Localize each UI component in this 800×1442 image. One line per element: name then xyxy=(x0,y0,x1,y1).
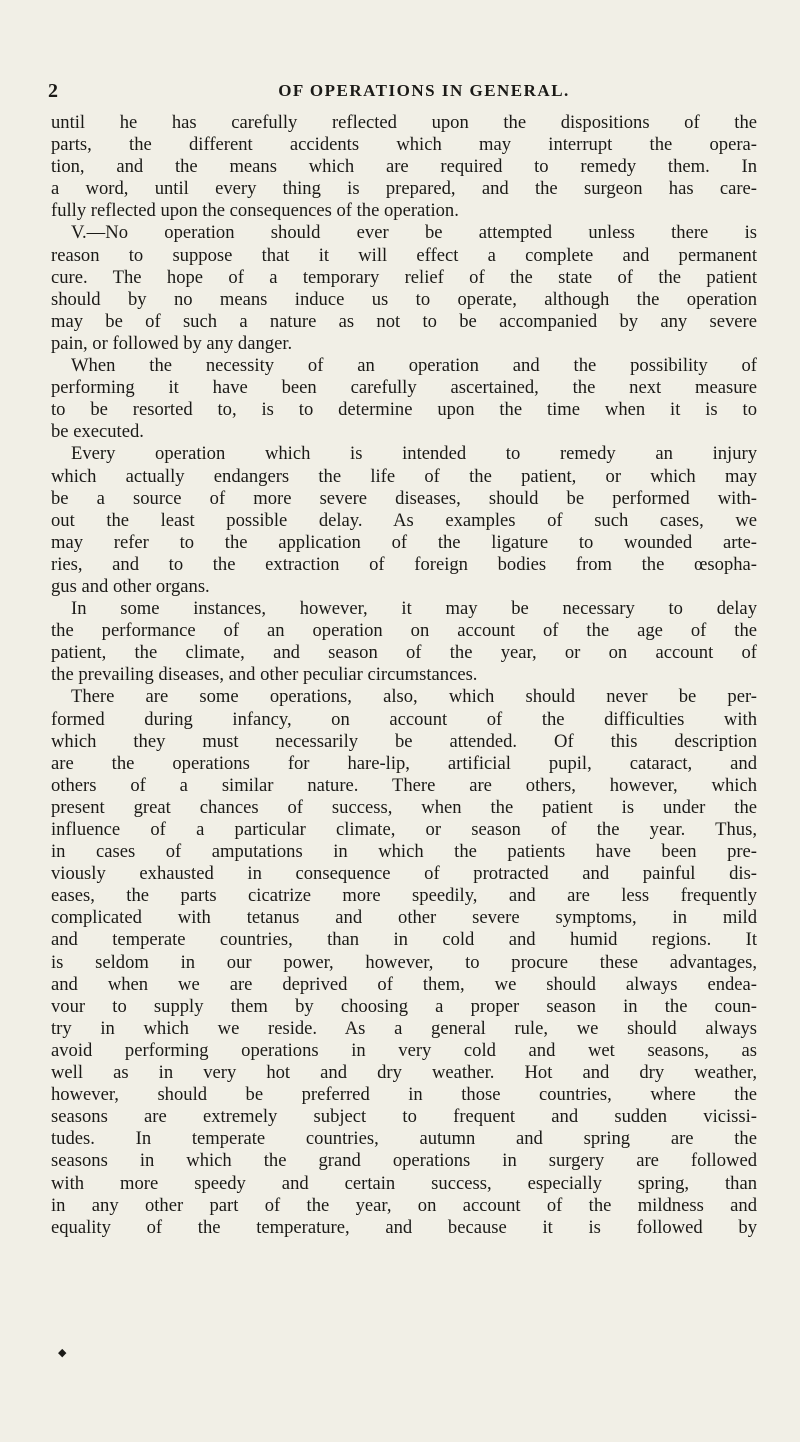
text-line: well as in very hot and dry weather. Hot and dry weather, xyxy=(51,1062,757,1084)
text-line: are the operations for hare-lip, artificial pupil, cataract, and xyxy=(51,752,757,774)
text-line: seasons are extremely subject to frequent and sudden vicissi- xyxy=(51,1106,757,1128)
text-line: cure. The hope of a temporary relief of the state of the patient xyxy=(51,266,757,288)
text-line: formed during infancy, on account of the difficulties with xyxy=(51,708,757,730)
text-line: which they must necessarily be attended. Of this description xyxy=(51,730,757,752)
text-line: to be resorted to, is to determine upon the time when it is to xyxy=(51,399,757,421)
text-line: vour to supply them by choosing a proper season in the coun- xyxy=(51,995,757,1017)
text-line: should by no means induce us to operate, although the operation xyxy=(51,288,757,310)
printer-mark: ◆ xyxy=(58,1347,67,1359)
text-line: complicated with tetanus and other severe symptoms, in mild xyxy=(51,907,757,929)
text-line: others of a similar nature. There are others, however, which xyxy=(51,774,757,796)
body-text xyxy=(51,112,757,1239)
text-line: V.—No operation should ever be attempted unless there is xyxy=(71,222,757,244)
text-line: in cases of amputations in which the patients have been pre- xyxy=(51,841,757,863)
text-line: until he has carefully reflected upon the dispositions of the xyxy=(51,112,757,133)
text-line: out the least possible delay. As examples of such cases, we xyxy=(51,509,757,531)
text-line: a word, until every thing is prepared, and the surgeon has care- xyxy=(51,178,757,200)
text-line: influence of a particular climate, or season of the year. Thus, xyxy=(51,819,757,840)
text-line: try in which we reside. As a general rule, we should always xyxy=(51,1017,757,1039)
text-line: viously exhausted in consequence of protracted and painful dis- xyxy=(51,863,757,885)
text-line: avoid performing operations in very cold and wet seasons, as xyxy=(51,1039,757,1061)
text-line: eases, the parts cicatrize more speedily, and are less frequently xyxy=(51,885,757,907)
text-line: equality of the temperature, and because it is followed by xyxy=(51,1216,757,1238)
text-line: tion, and the means which are required to remedy them. In xyxy=(51,156,757,178)
text-line: with more speedy and certain success, especially spring, than xyxy=(51,1172,757,1194)
text-line: reason to suppose that it will effect a complete and permanent xyxy=(51,244,757,266)
text-line: parts, the different accidents which may interrupt the opera- xyxy=(51,134,757,156)
text-line: In some instances, however, it may be necessary to delay xyxy=(71,598,757,620)
text-line: be executed. xyxy=(51,421,144,443)
text-line: in any other part of the year, on account of the mildness and xyxy=(51,1194,757,1216)
text-line: the prevailing diseases, and other peculiar circumstances. xyxy=(51,664,478,686)
text-line: seasons in which the grand operations in surgery are followed xyxy=(51,1150,757,1172)
text-line: the performance of an operation on account of the age of the xyxy=(51,620,757,642)
page-number: 2 xyxy=(48,80,58,102)
running-head-title: OF OPERATIONS IN GENERAL. xyxy=(278,81,570,100)
text-line: and temperate countries, than in cold and humid regions. It xyxy=(51,929,757,951)
text-line: fully reflected upon the consequences of the operation. xyxy=(51,200,459,222)
text-line: gus and other organs. xyxy=(51,575,210,597)
text-line: performing it have been carefully ascertained, the next measure xyxy=(51,377,757,399)
text-line: and when we are deprived of them, we should always endea- xyxy=(51,973,757,995)
text-line: however, should be preferred in those countries, where the xyxy=(51,1084,757,1106)
text-line: pain, or followed by any danger. xyxy=(51,332,293,354)
text-line: ries, and to the extraction of foreign bodies from the œsopha- xyxy=(51,553,757,575)
text-line: present great chances of success, when the patient is under the xyxy=(51,796,757,818)
text-line: tudes. In temperate countries, autumn and spring are the xyxy=(51,1128,757,1150)
text-line: which actually endangers the life of the patient, or which may xyxy=(51,465,757,487)
text-line: be a source of more severe diseases, should be performed with- xyxy=(51,487,757,509)
text-line: patient, the climate, and season of the year, or on account of xyxy=(51,642,757,664)
text-line: There are some operations, also, which should never be per- xyxy=(71,686,757,708)
text-line: may refer to the application of the ligature to wounded arte- xyxy=(51,531,757,553)
running-head xyxy=(48,79,760,103)
text-line: may be of such a nature as not to be accompanied by any severe xyxy=(51,310,757,332)
text-line: Every operation which is intended to remedy an injury xyxy=(71,443,757,465)
text-line: When the necessity of an operation and the possibility of xyxy=(71,355,757,377)
text-line: is seldom in our power, however, to procure these advantages, xyxy=(51,951,757,973)
